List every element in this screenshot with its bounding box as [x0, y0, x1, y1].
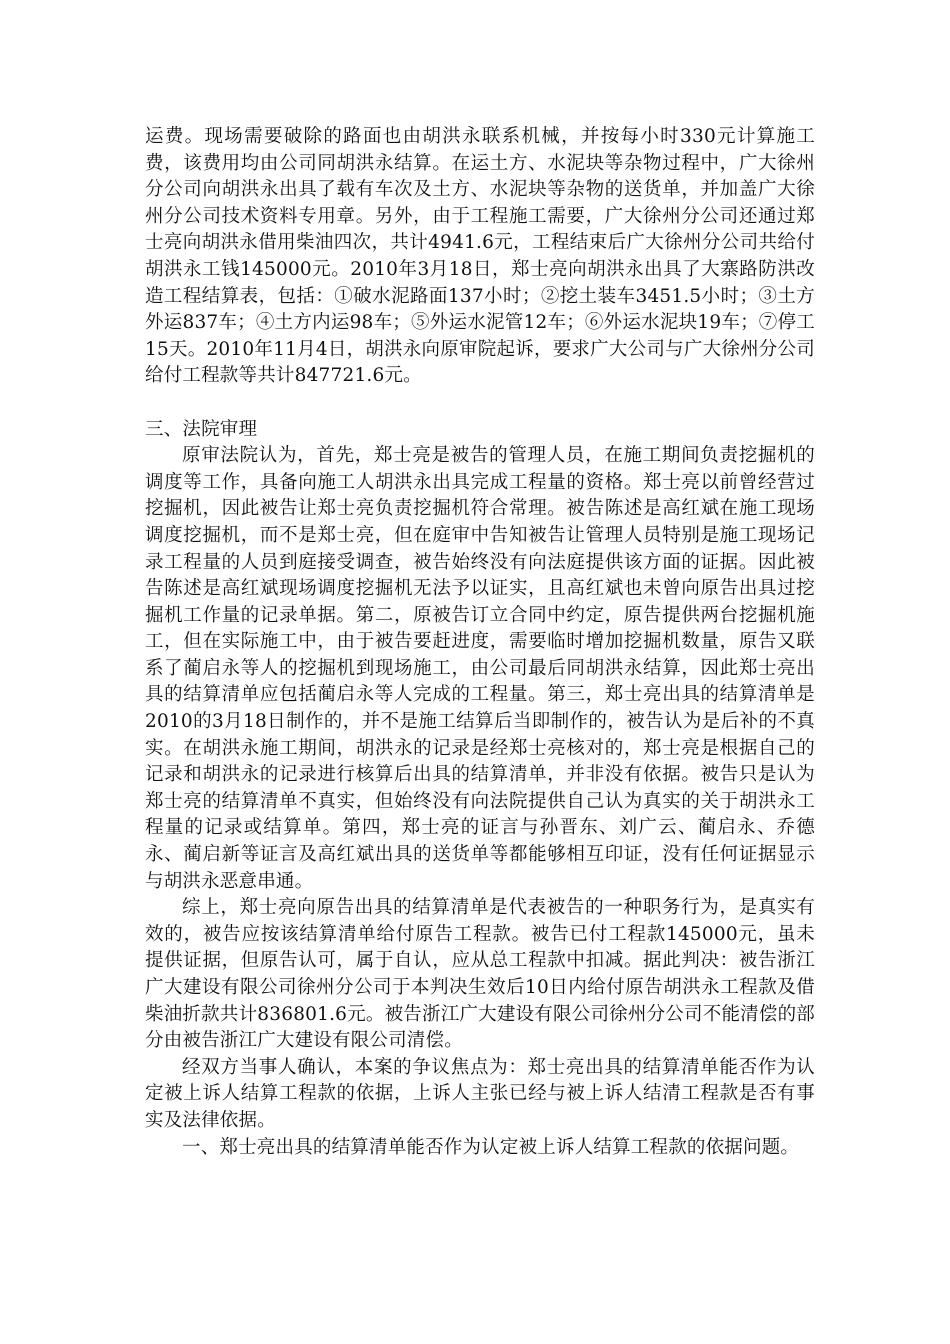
- document-body: [145, 124, 815, 1161]
- paragraph-dispute-focus: 经双方当事人确认，本案的争议焦点为：郑士亮出具的结算清单能否作为认定被上诉人结算工程款的依据，上诉人主张已经与被上诉人结清工程款是否有事实及法律依据。: [145, 1056, 815, 1131]
- blank-line: [145, 390, 815, 417]
- paragraph-issue-one: 一、郑士亮出具的结算清单能否作为认定被上诉人结算工程款的依据问题。: [182, 1136, 800, 1158]
- paragraph-continuation: 运费。现场需要破除的路面也由胡洪永联系机械，并按每小时330元计算施工费，该费用均由公司同胡洪永结算。在运土方、水泥块等杂物过程中，广大徐州分公司向胡洪永出具了载有车次及土方、水泥块等杂物的送货单，并加盖广大徐州分公司技术资料专用章。另外，由于工程施工需要，广大徐州分公司还通过郑士亮向胡洪永借用柴油四次，共计4941.6元，工程结束后广大徐州分公司共给付胡洪永工钱145000元。2010年3月18日，郑士亮向胡洪永出具了大寨路防洪改造工程结算表，包括：①破水泥路面137小时；②挖土装车3451.5小时；③土方外运837车；④土方内运98车；⑤外运水泥管12车；⑥外运水泥块19车；⑦停工15天。2010年11月4日，胡洪永向原审院起诉，要求广大公司与广大徐州分公司给付工程款等共计847721.6元。: [145, 126, 815, 387]
- paragraph-court-reasoning: 原审法院认为，首先，郑士亮是被告的管理人员，在施工期间负责挖掘机的调度等工作，具备向施工人胡洪永出具完成工程量的资格。郑士亮以前曾经营过挖掘机，因此被告让郑士亮负责挖掘机符合常理。被告陈述是高红斌在施工现场调度挖掘机，而不是郑士亮，但在庭审中告知被告让管理人员特别是施工现场记录工程量的人员到庭接受调查，被告始终没有向法庭提供该方面的证据。因此被告陈述是高红斌现场调度挖掘机无法予以证实，且高红斌也未曾向原告出具过挖掘机工作量的记录单据。第二，原被告订立合同中约定，原告提供两台挖掘机施工，但在实际施工中，由于被告要赶进度，需要临时增加挖掘机数量，原告又联系了蔺启永等人的挖掘机到现场施工，由公司最后同胡洪永结算，因此郑士亮出具的结算清单应包括蔺启永等人完成的工程量。第三，郑士亮出具的结算清单是2010的3月18日制作的，并不是施工结算后当即制作的，被告认为是后补的不真实。在胡洪永施工期间，胡洪永的记录是经郑士亮核对的，郑士亮是根据自己的记录和胡洪永的记录进行核算后出具的结算清单，并非没有依据。被告只是认为郑士亮的结算清单不真实，但始终没有向法院提供自己认为真实的关于胡洪永工程量的记录或结算单。第四，郑士亮的证言与孙晋东、刘广云、蔺启永、乔德永、蔺启新等证言及高红斌出具的送货单等都能够相互印证，没有任何证据显示与胡洪永恶意串通。: [145, 445, 815, 892]
- section-heading: 三、法院审理: [145, 418, 258, 440]
- paragraph-judgment: 综上，郑士亮向原告出具的结算清单是代表被告的一种职务行为，是真实有效的，被告应按该结算清单给付原告工程款。被告已付工程款145000元，虽未提供证据，但原告认可，属于自认，应从总工程款中扣减。据此判决：被告浙江广大建设有限公司徐州分公司于本判决生效后10日内给付原告胡洪永工程款及借柴油折款共计836801.6元。被告浙江广大建设有限公司徐州分公司不能清偿的部分由被告浙江广大建设有限公司清偿。: [145, 897, 815, 1052]
